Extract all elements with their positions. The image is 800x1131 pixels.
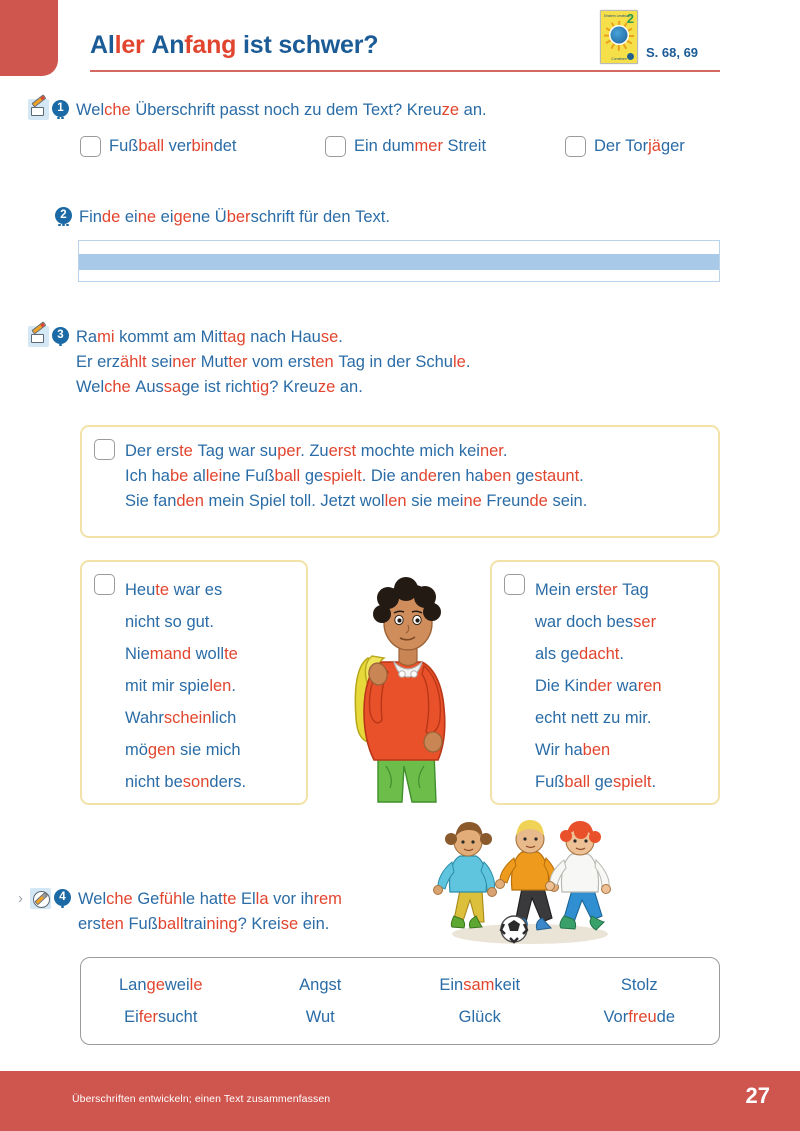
textbook-cover-icon — [600, 10, 638, 64]
answer-text-1 — [125, 439, 587, 514]
text-segment: Wut — [305, 1008, 335, 1026]
text-segment: ner — [479, 442, 503, 460]
text-segment: Ein — [439, 976, 464, 994]
text-segment: ger — [660, 137, 685, 155]
difficulty-dot — [57, 117, 59, 119]
page-footer — [0, 1071, 800, 1131]
text-segment: Ra — [76, 328, 98, 346]
text-segment: Glück — [458, 1008, 501, 1026]
text-segment: ner — [172, 353, 201, 371]
text-line — [125, 574, 246, 606]
word-bank-item[interactable] — [560, 969, 720, 1001]
task-4-instruction — [78, 887, 342, 937]
text-segment: le — [189, 976, 203, 994]
text-segment: ge — [173, 208, 192, 226]
write-icon — [28, 99, 49, 120]
text-segment: Mein ers — [535, 581, 599, 599]
book-publisher-logo — [627, 53, 634, 60]
text-segment: ber — [226, 208, 251, 226]
task-2-number: 2 — [55, 207, 72, 224]
option-label-0 — [109, 137, 237, 156]
option-fussball-verbindet[interactable] — [80, 136, 325, 157]
text-segment: trai — [183, 915, 207, 933]
difficulty-dot — [62, 224, 64, 226]
text-segment: che — [104, 378, 136, 396]
text-segment: ne — [137, 208, 161, 226]
chevron-right-icon: › — [18, 890, 23, 907]
word-bank-item[interactable] — [400, 969, 560, 1001]
text-segment: Tag in der Schu — [338, 353, 453, 371]
text-segment: Ich ha — [125, 467, 170, 485]
task-3-instruction — [76, 325, 470, 400]
text-segment: le — [452, 353, 466, 371]
text-line — [535, 734, 662, 766]
text-segment: ten — [100, 915, 129, 933]
option-label-1 — [354, 137, 486, 156]
text-segment: sam — [463, 976, 495, 994]
text-segment: ge — [594, 773, 613, 791]
text-segment: Nie — [125, 645, 150, 663]
text-segment: Freun — [486, 492, 530, 510]
text-line — [535, 766, 662, 798]
checkbox-answer-3[interactable] — [504, 574, 525, 595]
difficulty-dot — [58, 224, 60, 226]
text-segment: te — [179, 442, 198, 460]
text-segment: ers — [78, 915, 101, 933]
text-segment: Die Kin — [535, 677, 589, 695]
text-line — [76, 375, 470, 400]
task-3 — [28, 325, 470, 400]
text-segment: schein — [163, 709, 212, 727]
book-title-text: Einstern Lesebuch — [604, 14, 631, 18]
text-segment: staunt — [534, 467, 580, 485]
task-3-gutter — [28, 325, 76, 347]
text-segment: ein. — [302, 915, 330, 933]
text-segment: . — [502, 442, 508, 460]
text-line — [535, 574, 662, 606]
text-segment: de — [529, 492, 553, 510]
text-segment: ge — [515, 467, 535, 485]
text-segment: Tag — [622, 581, 649, 599]
text-segment: sei — [151, 353, 173, 371]
text-segment: che — [104, 101, 136, 119]
text-line — [125, 439, 587, 464]
task-2-difficulty-dots — [55, 224, 72, 226]
text-segment: ren — [637, 677, 662, 695]
text-segment: ball — [157, 915, 184, 933]
word-bank-item[interactable] — [241, 969, 401, 1001]
answer-text-3 — [535, 574, 662, 798]
task-3-number-badge — [52, 325, 76, 344]
text-segment: . Zu — [300, 442, 329, 460]
text-segment: nicht be — [125, 773, 183, 791]
text-segment: füh — [159, 890, 183, 908]
text-line — [125, 670, 246, 702]
task-1-instruction — [76, 98, 487, 123]
option-der-torjaeger[interactable] — [565, 136, 685, 157]
text-segment: Vor — [603, 1008, 629, 1026]
text-segment: spielt — [612, 773, 652, 791]
option-label-2 — [594, 137, 685, 156]
task-4 — [18, 887, 342, 937]
answer-option-box-1[interactable] — [80, 425, 720, 538]
text-segment: als ge — [535, 645, 580, 663]
text-segment: Ein dum — [354, 137, 415, 155]
text-segment: Wir ha — [535, 741, 583, 759]
text-line — [125, 638, 246, 670]
text-segment: Wel — [78, 890, 107, 908]
text-segment: schrift passt noch zu dem Text? Kreu — [171, 101, 442, 119]
writing-guide-band — [79, 254, 719, 270]
checkbox-ein-dummer-streit[interactable] — [325, 136, 346, 157]
difficulty-dot — [61, 117, 63, 119]
book-globe-icon — [611, 26, 628, 43]
book-publisher-text: Cornelsen — [611, 57, 627, 61]
text-segment: ders. — [209, 773, 247, 791]
text-segment: der — [588, 677, 617, 695]
text-segment: Ei — [124, 1008, 139, 1026]
text-segment: ge — [146, 976, 165, 994]
text-segment: ne — [463, 492, 487, 510]
text-segment: ser — [633, 613, 657, 631]
text-segment: sie mei — [411, 492, 464, 510]
text-line — [76, 350, 470, 375]
title-segment: ler — [114, 31, 145, 59]
text-segment: Sie fan — [125, 492, 177, 510]
text-segment: Wahr — [125, 709, 164, 727]
difficulty-dot — [59, 344, 61, 346]
text-segment: Mut — [200, 353, 229, 371]
word-bank-item[interactable] — [241, 1001, 401, 1033]
title-segment: fang — [184, 31, 237, 59]
text-segment: Stolz — [620, 976, 658, 994]
text-segment: ball — [274, 467, 305, 485]
text-segment: nach Hau — [250, 328, 321, 346]
text-segment: . Die an — [361, 467, 419, 485]
checkbox-der-torjaeger[interactable] — [565, 136, 586, 157]
text-segment: de — [418, 467, 437, 485]
text-segment: Fuß — [109, 137, 139, 155]
answer-writing-line[interactable] — [78, 240, 720, 282]
text-segment: Fin — [79, 208, 102, 226]
page-reference: S. 68, 69 — [646, 45, 699, 60]
task-2 — [55, 205, 390, 230]
text-segment: . — [338, 328, 343, 346]
text-segment: Fuß — [128, 915, 158, 933]
text-segment: mit mir spie — [125, 677, 210, 695]
text-segment: son — [182, 773, 210, 791]
answer-text-2 — [125, 574, 246, 798]
text-segment: ball — [138, 137, 169, 155]
circle-pencil-icon — [30, 888, 51, 909]
text-segment: Streit — [447, 137, 487, 155]
text-line — [76, 98, 487, 123]
text-segment: ten — [310, 353, 339, 371]
text-segment: lei — [205, 467, 223, 485]
text-segment: ze — [317, 378, 340, 396]
checkbox-answer-1[interactable] — [94, 439, 115, 460]
text-segment: kommt am Mit — [119, 328, 223, 346]
text-segment: len — [384, 492, 412, 510]
title-segment: ist schwer? — [236, 31, 379, 59]
text-segment: erst — [328, 442, 361, 460]
text-line — [125, 464, 587, 489]
text-line — [78, 912, 342, 937]
text-segment: an. — [339, 378, 363, 396]
text-segment: de — [656, 1008, 676, 1026]
text-segment: freu — [628, 1008, 657, 1026]
text-segment: Der Tor — [594, 137, 649, 155]
text-segment: echt nett zu mir. — [535, 709, 652, 727]
text-segment: Fuß — [535, 773, 565, 791]
text-segment: ning — [206, 915, 238, 933]
checkbox-answer-2[interactable] — [94, 574, 115, 595]
text-segment: per — [277, 442, 301, 460]
task-2-gutter — [55, 205, 79, 224]
footer-page-number: 27 — [745, 1083, 770, 1108]
task-3-number: 3 — [52, 327, 69, 344]
text-segment: te — [155, 581, 174, 599]
text-segment: war es — [173, 581, 223, 599]
difficulty-dot — [61, 906, 63, 908]
text-segment: Angst — [299, 976, 342, 994]
text-segment: vom ers — [252, 353, 311, 371]
text-segment: mer — [414, 137, 448, 155]
task-2-number-badge — [55, 205, 79, 224]
text-segment: Tag war su — [197, 442, 278, 460]
task-1-difficulty-dots — [52, 117, 69, 119]
task-1 — [28, 98, 487, 123]
text-line — [125, 734, 246, 766]
text-segment: se — [280, 915, 303, 933]
title-segment: Al — [90, 31, 115, 59]
footer-caption: Überschriften entwickeln; einen Text zusammenfassen — [72, 1093, 331, 1105]
text-segment: ter — [598, 581, 623, 599]
text-segment: ne — [191, 208, 215, 226]
text-segment: war doch bes — [535, 613, 634, 631]
text-line — [125, 702, 246, 734]
text-segment: . — [619, 645, 624, 663]
text-segment: ren ha — [436, 467, 484, 485]
book-volume-number: 2 — [626, 11, 634, 26]
word-bank-item[interactable] — [81, 969, 241, 1001]
answer-option-box-3[interactable] — [490, 560, 720, 805]
text-segment: dacht — [579, 645, 620, 663]
text-segment: . — [231, 677, 236, 695]
text-segment: mand — [149, 645, 196, 663]
text-segment: det — [213, 137, 237, 155]
text-segment: vor ih — [273, 890, 314, 908]
text-segment: . — [579, 467, 584, 485]
text-segment: jä — [648, 137, 661, 155]
text-segment: spielt — [323, 467, 362, 485]
text-segment: wa — [616, 677, 638, 695]
task-3-difficulty-dots — [52, 344, 69, 346]
text-segment: ne Fuß — [222, 467, 275, 485]
text-line — [535, 670, 662, 702]
text-segment: che — [106, 890, 138, 908]
text-segment: ei — [160, 208, 174, 226]
text-segment: woll — [195, 645, 225, 663]
text-segment: tig — [251, 378, 270, 396]
task-4-number: 4 — [54, 889, 71, 906]
text-segment: . — [465, 353, 471, 371]
text-segment: se — [320, 328, 339, 346]
text-segment: schrift für den Text. — [250, 208, 390, 226]
text-segment: te — [222, 890, 241, 908]
text-line — [125, 489, 587, 514]
child-with-backpack-illustration — [320, 570, 490, 805]
task-4-difficulty-dots — [54, 906, 71, 908]
text-segment: rem — [313, 890, 342, 908]
text-segment: mö — [125, 741, 148, 759]
book-reference — [600, 10, 698, 64]
text-segment: Ge — [137, 890, 160, 908]
title-segment: An — [144, 31, 185, 59]
text-segment: ge ist rich — [181, 378, 252, 396]
text-segment: . — [651, 773, 657, 791]
text-segment: fer — [138, 1008, 158, 1026]
task-1-number-badge — [52, 98, 76, 117]
text-line — [125, 766, 246, 798]
text-line — [535, 638, 662, 670]
text-segment: Wel — [76, 101, 105, 119]
task-1-options — [80, 136, 720, 157]
text-segment: Er erz — [76, 353, 121, 371]
text-line — [76, 325, 470, 350]
text-segment: El — [241, 890, 256, 908]
text-segment: ? Kreu — [269, 378, 318, 396]
text-segment: den — [176, 492, 209, 510]
text-segment: be — [169, 467, 193, 485]
task-4-number-badge — [54, 887, 78, 906]
text-segment: ze — [441, 101, 464, 119]
task-1-gutter — [28, 98, 76, 120]
option-ein-dummer-streit[interactable] — [325, 136, 565, 157]
text-segment: sie mich — [180, 741, 241, 759]
task-2-instruction — [79, 205, 390, 230]
text-segment: gen — [147, 741, 181, 759]
text-line — [79, 205, 390, 230]
text-segment: wei — [164, 976, 190, 994]
difficulty-dot — [66, 224, 68, 226]
text-segment: ählt — [120, 353, 152, 371]
text-segment: Aus — [135, 378, 164, 396]
text-segment: de — [101, 208, 125, 226]
text-line — [535, 702, 662, 734]
text-segment: ge — [304, 467, 324, 485]
header-divider — [90, 70, 720, 72]
text-line — [535, 606, 662, 638]
word-bank-row-2 — [81, 1001, 719, 1033]
task-4-gutter — [18, 887, 78, 909]
text-segment: Über — [135, 101, 172, 119]
text-segment: an. — [463, 101, 487, 119]
text-segment: tag — [222, 328, 251, 346]
word-bank-box[interactable] — [80, 957, 720, 1045]
three-children-playing-soccer-illustration — [430, 812, 625, 952]
text-segment: al — [192, 467, 206, 485]
text-segment: Der ers — [125, 442, 180, 460]
text-segment: sa — [163, 378, 182, 396]
text-segment: Wel — [76, 378, 105, 396]
text-segment: bin — [191, 137, 214, 155]
text-segment: ei — [124, 208, 138, 226]
write-icon — [28, 326, 49, 347]
text-segment: ben — [582, 741, 611, 759]
checkbox-fussball-verbindet[interactable] — [80, 136, 101, 157]
word-bank-item[interactable] — [400, 1001, 560, 1033]
text-segment: sein. — [552, 492, 588, 510]
word-bank-item[interactable] — [560, 1001, 720, 1033]
text-segment: sucht — [158, 1008, 198, 1026]
text-segment: le hat — [182, 890, 223, 908]
text-segment: mi — [97, 328, 120, 346]
text-line — [125, 606, 246, 638]
text-segment: mein Spiel toll. Jetzt wol — [208, 492, 385, 510]
text-segment: keit — [494, 976, 521, 994]
text-segment: Ü — [214, 208, 227, 226]
text-segment: ball — [564, 773, 595, 791]
text-segment: Lan — [119, 976, 147, 994]
text-line — [78, 887, 342, 912]
red-corner-tab — [0, 0, 58, 76]
text-segment: la — [255, 890, 274, 908]
text-segment: len — [209, 677, 232, 695]
word-bank-row-1 — [81, 969, 719, 1001]
text-segment: ter — [228, 353, 253, 371]
text-segment: mochte mich kei — [360, 442, 480, 460]
word-bank-item[interactable] — [81, 1001, 241, 1033]
task-1-number: 1 — [52, 100, 69, 117]
text-segment: lich — [211, 709, 237, 727]
text-segment: ver — [168, 137, 192, 155]
text-segment: nicht so gut. — [125, 613, 214, 631]
text-segment: te — [224, 645, 238, 663]
text-segment: ? Krei — [237, 915, 281, 933]
text-segment: ben — [483, 467, 516, 485]
text-segment: Heu — [125, 581, 156, 599]
answer-option-box-2[interactable] — [80, 560, 308, 805]
